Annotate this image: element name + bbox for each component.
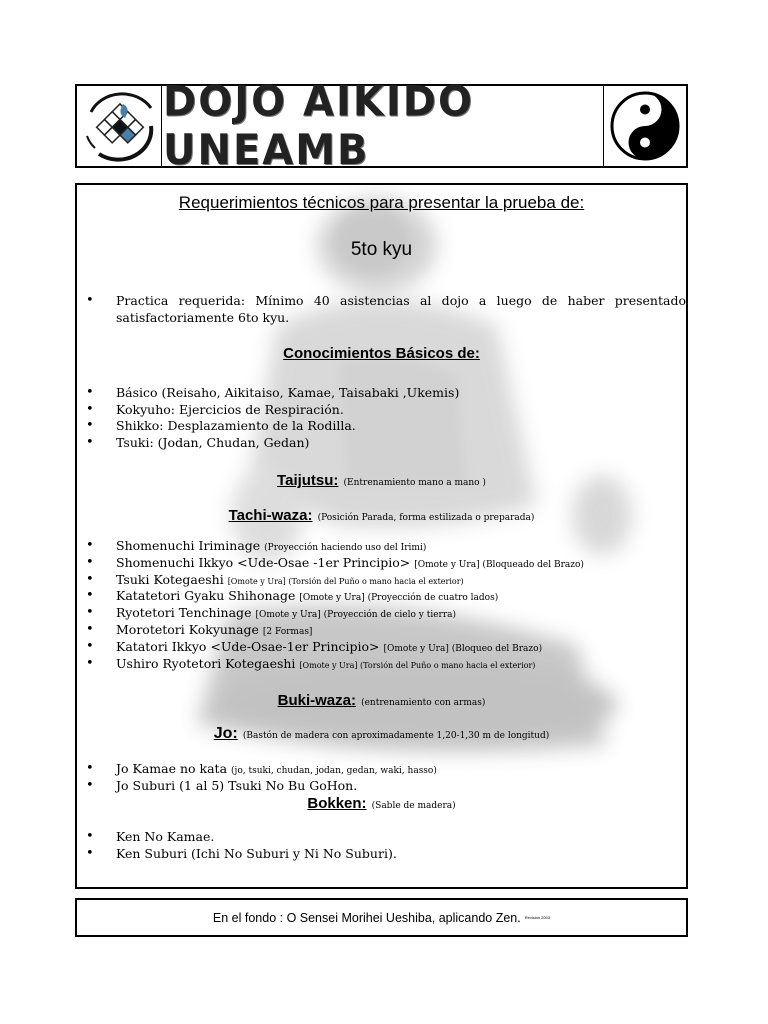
jo-item-note: (jo, tsuki, chudan, jodan, gedan, waki, hasso) xyxy=(231,766,437,776)
technique-note: [Omote y Ura] (Bloqueado del Brazo) xyxy=(414,560,584,570)
tachiwaza-item xyxy=(116,639,542,654)
bullet: • xyxy=(86,761,94,776)
basics-title: Conocimientos Básicos de: xyxy=(283,345,480,362)
jo-item-name: Jo Kamae no kata xyxy=(116,761,228,776)
basics-item: Shikko: Desplazamiento de la Rodilla. xyxy=(116,418,356,433)
bullet: • xyxy=(86,418,94,433)
tachiwaza-item xyxy=(116,555,584,570)
basics-item: Tsuki: (Jodan, Chudan, Gedan) xyxy=(116,435,310,450)
tachiwaza-item xyxy=(116,656,535,671)
bullet: • xyxy=(86,605,94,620)
tachiwaza-item xyxy=(116,538,426,553)
aikido-dojo-logo xyxy=(77,86,161,166)
jo-title: Jo: xyxy=(213,725,238,742)
bokken-item: Ken Suburi (Ichi No Suburi y Ni No Suburi). xyxy=(116,846,397,861)
jo-heading xyxy=(77,723,686,743)
taijutsu-heading xyxy=(77,470,686,489)
jo-item xyxy=(116,761,437,776)
jo-note: (Bastón de madera con aproximadamente 1,20-1,30 m de longitud) xyxy=(242,731,550,741)
bokken-item: Ken No Kamae. xyxy=(116,829,215,844)
header-yinyang-cell xyxy=(603,86,686,166)
bullet: • xyxy=(86,588,94,603)
bullet: • xyxy=(86,555,94,570)
technique-note: (Proyección haciendo uso del Irimi) xyxy=(264,543,427,553)
footer-revision: Revisión 2003 xyxy=(524,915,551,920)
technique-name: Ushiro Ryotetori Kotegaeshi xyxy=(116,656,296,671)
technique-name: Shomenuchi Iriminage xyxy=(116,538,261,553)
bullet: • xyxy=(86,385,94,400)
technique-note: [Omote y Ura] (Torsión del Puño o mano hacia el exterior) xyxy=(227,577,464,586)
main-content xyxy=(77,185,686,887)
basics-item: Básico (Reisaho, Aikitaiso, Kamae, Taisabaki ,Ukemis) xyxy=(116,385,460,400)
tachiwaza-item xyxy=(116,588,498,603)
main-content-box xyxy=(75,183,688,889)
header-logo-cell xyxy=(77,86,162,166)
bukiwaza-heading xyxy=(77,690,686,709)
tachiwaza-item xyxy=(116,605,456,620)
bullet: • xyxy=(86,846,94,861)
technique-note: [Omote y Ura] (Proyección de cuatro lados) xyxy=(299,593,499,603)
bullet: • xyxy=(86,538,94,553)
tachiwaza-heading xyxy=(77,505,686,524)
technique-name: Tsuki Kotegaeshi xyxy=(116,572,224,587)
bullet: • xyxy=(86,622,94,637)
technique-name: Shomenuchi Ikkyo <Ude-Osae -1er Principio> xyxy=(116,555,411,570)
technique-name: Katatori Ikkyo <Ude-Osae-1er Principio> xyxy=(116,639,380,654)
jo-item-name: Jo Suburi (1 al 5) Tsuki No Bu GoHon. xyxy=(116,778,358,793)
bullet: • xyxy=(86,435,94,450)
technique-name: Morotetori Kokyunage xyxy=(116,622,259,637)
technique-note: [Omote y Ura] (Bloqueo del Brazo) xyxy=(383,644,543,654)
header-title: DOJO AIKIDO UNEAMB xyxy=(163,77,474,175)
bukiwaza-title: Buki-waza: xyxy=(277,692,356,709)
taijutsu-title: Taijutsu: xyxy=(277,472,339,489)
bullet: • xyxy=(86,778,94,793)
tachiwaza-note: (Posición Parada, forma estilizada o preparada) xyxy=(317,513,535,523)
tachiwaza-item xyxy=(116,622,312,637)
footer-text: En el fondo : O Sensei Morihei Ueshiba, aplicando Zen. xyxy=(212,910,521,925)
requirement-line-1: Practica requerida: Mínimo 40 asistencias al dojo a luego de haber presentado xyxy=(116,293,686,308)
yin-yang-icon xyxy=(604,86,686,166)
bokken-note: (Sable de madera) xyxy=(371,801,456,811)
bullet: • xyxy=(86,639,94,654)
bokken-heading xyxy=(77,793,686,812)
technique-name: Ryotetori Tenchinage xyxy=(116,605,252,620)
requirement-line-2: satisfactoriamente 6to kyu. xyxy=(116,310,290,325)
level-title: 5to kyu xyxy=(350,239,413,260)
basics-item: Kokyuho: Ejercicios de Respiración. xyxy=(116,402,344,417)
header-box xyxy=(75,77,688,175)
tachiwaza-item xyxy=(116,572,464,587)
footer-box xyxy=(75,898,688,937)
technique-name: Katatetori Gyaku Shihonage xyxy=(116,588,296,603)
bullet: • xyxy=(86,656,94,671)
bullet: • xyxy=(86,829,94,844)
bullet: • xyxy=(86,402,94,417)
taijutsu-note: (Entrenamiento mano a mano ) xyxy=(343,478,486,488)
tachiwaza-title: Tachi-waza: xyxy=(228,507,313,524)
bullet: • xyxy=(86,293,94,308)
main-heading: Requerimientos técnicos para presentar la prueba de: xyxy=(178,193,585,212)
technique-note: [Omote y Ura] (Proyección de cielo y tierra) xyxy=(255,610,457,620)
jo-item xyxy=(116,778,357,793)
bullet: • xyxy=(86,572,94,587)
bukiwaza-note: (entrenamiento con armas) xyxy=(361,698,486,708)
technique-note: [Omote y Ura] (Torsión del Puño o mano hacia el exterior) xyxy=(299,661,536,670)
technique-note: [2 Formas] xyxy=(262,627,313,637)
bokken-title: Bokken: xyxy=(307,795,367,812)
